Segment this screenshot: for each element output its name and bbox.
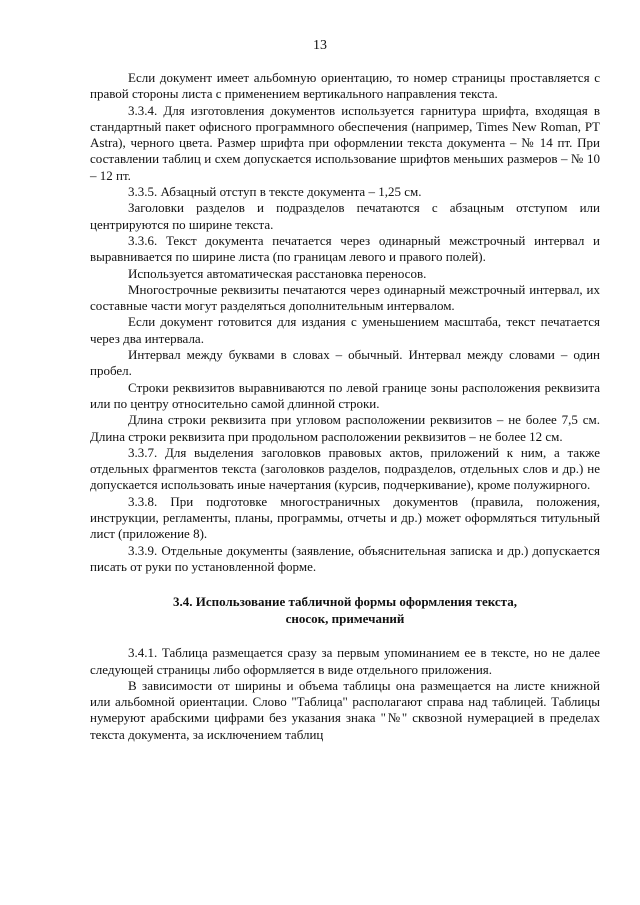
paragraph: 3.3.9. Отдельные документы (заявление, объяснительная записка и др.) допускается писать от руки по установленной форме.: [90, 542, 600, 574]
paragraph: 3.4.1. Таблица размещается сразу за первым упоминанием ее в тексте, но не далее следующей страницы либо оформляется в виде отдельного приложения.: [90, 645, 600, 677]
section-3-4-text: [90, 645, 600, 743]
section-heading-line: сносок, примечаний: [285, 611, 405, 627]
paragraph: Многострочные реквизиты печатаются через одинарный межстрочный интервал, их составные части могут разделяться дополнительным интервалом.: [90, 281, 600, 314]
paragraph: Длина строки реквизита при угловом расположении реквизитов – не более 7,5 см. Длина строки реквизита при продольном расположении реквизитов – не более 12 см.: [90, 412, 600, 444]
section-3-3-text: [90, 70, 600, 575]
paragraph: Интервал между буквами в словах – обычный. Интервал между словами – один пробел.: [90, 347, 600, 379]
paragraph: Заголовки разделов и подразделов печатаются с абзацным отступом или центрируются по ширине текста.: [90, 200, 600, 232]
paragraph: 3.3.5. Абзацный отступ в тексте документа – 1,25 см.: [128, 184, 422, 200]
page-number: 13: [313, 38, 327, 53]
section-heading: [90, 593, 600, 627]
paragraph: Если документ имеет альбомную ориентацию, то номер страницы проставляется с правой стороны листа с применением вертикального направления текста.: [90, 70, 600, 102]
paragraph: Строки реквизитов выравниваются по левой границе зоны расположения реквизита или по центру относительно самой длинной строки.: [90, 379, 600, 411]
paragraph: 3.3.8. При подготовке многостраничных документов (правила, положения, инструкции, регламенты, планы, программы, отчеты и др.) может оформляться титульный лист (приложение 8).: [90, 493, 600, 542]
paragraph: В зависимости от ширины и объема таблицы она размещается на листе книжной или альбомной ориентации. Слово "Таблица" располагают справа над таблицей. Таблицы нумеруют арабскими цифрами без указания знака "№" сквозной нумерацией в пределах текста документа, за исключением таблиц: [90, 677, 600, 742]
paragraph: Используется автоматическая расстановка переносов.: [128, 265, 427, 281]
paragraph: 3.3.4. Для изготовления документов используется гарнитура шрифта, входящая в стандартный пакет офисного программного обеспечения (например, Times New Roman, PT Astra), черного цвета. Размер шрифта при оформлении текста документа – № 14 пт. При составлении таблиц и схем допускается использование шрифтов меньших размеров – № 10 – 12 пт.: [90, 102, 600, 183]
paragraph: Если документ готовится для издания с уменьшением масштаба, текст печатается через два интервала.: [90, 314, 600, 346]
paragraph: 3.3.7. Для выделения заголовков правовых актов, приложений к ним, а также отдельных фрагментов текста (заголовков разделов, подразделов, отдельных слов и др.) не допускается использовать иные начертания (курсив, подчеркивание), кроме полужирного.: [90, 444, 600, 493]
paragraph: 3.3.6. Текст документа печатается через одинарный межстрочный интервал и выравнивается по ширине листа (по границам левого и правого полей).: [90, 232, 600, 265]
document-body: [90, 70, 600, 743]
section-heading-line: 3.4. Использование табличной формы оформления текста,: [173, 594, 517, 610]
